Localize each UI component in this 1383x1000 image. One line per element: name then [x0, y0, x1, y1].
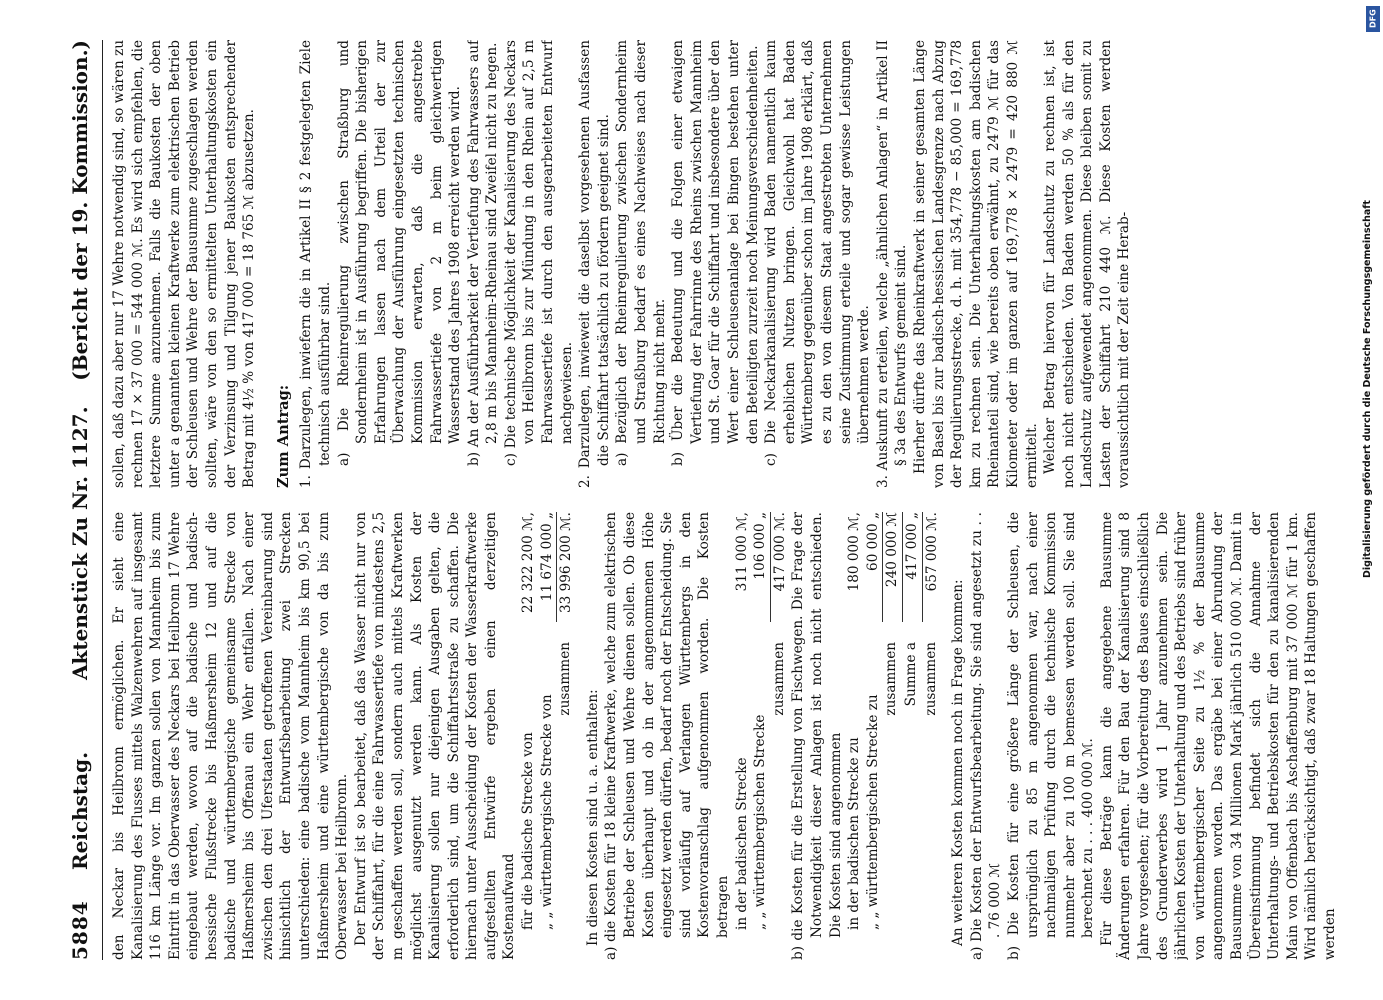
list-item: b) die Kosten für die Erstellung von Fischwegen. Die Frage der Notwendigkeit dieser Anlagen ist noch nicht entschieden. Die Kosten sind angenommen	[790, 512, 844, 960]
dfg-logo: DFG	[1366, 6, 1380, 32]
left-column	[110, 512, 1350, 960]
paragraph: In diesen Kosten sind u. a. enthalten:	[584, 689, 601, 946]
sum-label: zusammen	[770, 642, 787, 716]
amount-value: 60 000 „	[864, 512, 881, 571]
sum-value: 417 000 ℳ.	[770, 512, 790, 622]
list-item: 1. Darzulegen, inwiefern die in Artikel II § 2 festgelegten Ziele technisch ausführbar sind.	[298, 40, 333, 488]
sum-row	[922, 512, 942, 960]
paragraph: Der Entwurf ist so bearbeitet, daß das Wasser nicht nur von der Schiffahrt, für die eine Fahrwassertiefe von mindestens 2,5 m geschaffen werden soll, sondern auch mittels Kraftwerken möglichst ausgenutzt werden kann. Als Kosten der Kanalisierung sollen nur diejenigen Ausgaben gelten, die erforderlich sind, um die Schiffahrtsstraße zu schaffen. Die hiernach unter Ausscheidung der Kosten der Wasserkraftwerke aufgestellten Entwürfe ergeben einen derzeitigen Kostenaufwand	[352, 512, 518, 960]
paragraph: den Neckar bis Heilbronn ermöglichen. Er sieht eine Kanalisierung des Flusses mittels Walzenwehren auf insgesamt 116 km Länge vor. Im ganzen sollen von Mannheim bis zum Eintritt in das Oberwasser des Neckars bei Heilbronn 17 Wehre eingebaut werden, wovon auf die badische und badisch-hessische Flußstrecke bis Haßmersheim 12 und auf die badische und württembergische gemeinsame Strecke von Haßmersheim bis Offenau ein Wehr entfallen. Nach einer zwischen den drei Uferstaaten getroffenen Vereinbarung sind hinsichtlich der Entwurfsbearbeitung zwei Strecken unterschieden: eine badische vom Mannheim bis km 90,5 bei Haßmersheim und eine württembergische von da bis zum Oberwasser bei Heilbronn.	[111, 512, 351, 960]
sum-row	[770, 512, 790, 960]
list-subitem: b) Über die Bedeutung und die Folgen einer etwaigen Vertiefung der Fahrrinne des Rheins zwischen Mannheim und St. Goar für die Schiffahrt und insbesondere über den Wert einer Schleusenanlage bei Bingen bestehen unter den Beteiligten zurzeit noch Meinungsverschiedenheiten.	[670, 40, 761, 466]
amount-row	[751, 512, 770, 960]
list-subitem: b) An der Ausführbarkeit der Vertiefung des Fahrwassers auf 2,8 m bis Mannheim-Rheinau sind Zweifel nicht zu hegen.	[465, 40, 501, 466]
amount-row	[733, 512, 752, 960]
list-subitem: c) Die Neckarkanalisierung wird Baden namentlich kaum erheblichen Nutzen bringen. Gleichwohl hat Baden Württemberg gegenüber schon im Jahre 1908 erklärt, daß es zu den von diesem Staat angestrebten Unternehmen seine Zustimmung erteile und sogar gewisse Leistungen übernehmen werde.	[763, 40, 873, 466]
amount-label: „ „ württembergischen Strecke zu	[864, 694, 881, 930]
section-heading: Zum Antrag:	[274, 384, 292, 488]
sum-label: Summe a	[902, 642, 919, 707]
amount-label: „ „ württembergischen Strecke	[752, 714, 769, 930]
list-item: 3. Auskunft zu erteilen, welche „ähnlichen Anlagen“ in Artikel II § 3a des Entwurfs gemeint sind.	[874, 40, 910, 488]
amount-row	[864, 512, 883, 960]
amount-value: 22 322 200 ℳ,	[520, 512, 537, 614]
paragraph: Für diese Beträge kann die angegebene Bausumme Änderungen erfahren. Für den Bau der Kanalisierung sind 8 Jahre vorgesehen; für die Vorbereitung des Baues einschließlich des Grunderwerbes wird 1 Jahr anzunehmen sein. Die jährlichen Kosten der Unterhaltung und des Betriebs sind früher von württembergischer Seite zu 1½ % der Bausumme angenommen worden. Das ergäbe bei einer Abrundung der Bausumme von 34 Millionen Mark jährlich 510 000 ℳ. Damit in Übereinstimmung befindet sich die Annahme der Unterhaltungs- und Betriebskosten für den zu kanalisierenden Main von Offenbach bis Aschaffenburg mit 37 000 ℳ für 1 km. Wird nämlich berücksichtigt, daß zwar 18 Haltungen geschaffen werden	[1098, 512, 1338, 960]
list-item: a) die Kosten für 18 kleine Kraftwerke, welche zum elektrischen Betriebe der Schleusen und Wehre dienen sollen. Ob diese Kosten überhaupt und ob in der angenommenen Höhe eingesetzt werden dürfen, bedarf noch der Entscheidung. Sie sind vorläufig auf Verlangen Württembergs in den Kostenvoranschlag aufgenommen worden. Die Kosten betragen	[603, 512, 731, 960]
amount-value: 180 000 ℳ,	[846, 512, 863, 592]
amount-value: 311 000 ℳ,	[733, 512, 750, 592]
sum-label: zusammen	[883, 642, 900, 716]
sum-value: 417 000 „	[902, 512, 922, 622]
sum-label: zusammen	[922, 642, 939, 716]
credit-text: Digitalisierung gefördert durch die Deutsche Forschungsgemeinschaft	[1362, 200, 1373, 578]
amount-row	[845, 512, 864, 960]
running-header	[62, 40, 103, 960]
header-center: Aktenstück Zu Nr. 1127.	[68, 406, 92, 680]
list-subitem: c) Die technische Möglichkeit der Kanalisierung des Neckars von Heilbronn bis zur Mündung in den Rhein auf 2,5 m Fahrwassertiefe ist durch den ausgearbeiteten Entwurf nachgewiesen.	[502, 40, 575, 466]
list-subitem: a) Bezüglich der Rheinregulierung zwischen Sondernheim und Straßburg bedarf es eines Nachweises nach dieser Richtung nicht mehr.	[614, 40, 668, 466]
paragraph: Hierher dürfte das Rheinkraftwerk in seiner gesamten Länge von Basel bis zur badisch-hessischen Landesgrenze nach Abzug der Regulierungsstrecke, d. h. mit 354,778 − 85,000 = 169,778 km zu rechnen sein. Die Unterhaltungskosten am badischen Rheinanteil sind, wie bereits oben erwähnt, zu 2479 ℳ für das Kilometer oder im ganzen auf 169,778 × 2479 = 420 880 ℳ ermittelt.	[911, 40, 1040, 488]
sum-row	[902, 512, 922, 960]
sum-row	[882, 512, 902, 960]
amount-row	[519, 512, 538, 960]
sum-value: 33 996 200 ℳ.	[556, 512, 576, 622]
list-item: b) Die Kosten für eine größere Länge der Schleusen, die ursprünglich zu 85 m angenommen war, nach einer nachmaligen Prüfung durch die technische Kommission nunmehr aber zu 100 m bemessen werden soll. Sie sind berechnet zu . . . 400 000 ℳ.	[1005, 512, 1097, 960]
page-number: 5884	[68, 900, 92, 960]
amount-label: in der badischen Strecke zu	[846, 737, 863, 930]
paragraph: sollen, daß dazu aber nur 17 Wehre notwendig sind, so wären zu rechnen 17 × 37 000 = 544 000 ℳ. Es wird sich empfehlen, die letztere Summe anzunehmen. Falls die Baukosten der oben unter a genannten kleinen Kraftwerke zum elektrischen Betrieb der Schleusen und Wehre der Bausumme zugeschlagen werden sollten, wäre von den so ermittelten Unterhaltungskosten ein der Verzinsung und Tilgung jener Baukosten entsprechender Betrag mit 4½ % von 417 000 = 18 765 ℳ abzusetzen.	[111, 40, 258, 488]
list-item: 2. Darzulegen, inwieweit die daselbst vorgesehenen Ausfassen die Schiffahrt tatsächlich zu fördern geeignet sind.	[577, 40, 612, 488]
amount-value: 106 000 „	[752, 512, 769, 580]
paragraph: Welcher Betrag hiervon für Landschutz zu rechnen ist, ist noch nicht entschieden. Von Baden werden 50 % als für den Landschutz aufgewendet angenommen. Diese bleiben somit zu Lasten der Schiffahrt 210 440 ℳ. Diese Kosten werden voraussichtlich mit der Zeit eine Herab-	[1042, 40, 1133, 488]
digitization-credit	[1362, 18, 1380, 578]
sum-value: 240 000 ℳ	[882, 512, 902, 622]
header-right: (Bericht der 19. Kommission.)	[68, 40, 92, 381]
amount-label: „ „ württembergische Strecke von	[538, 694, 555, 930]
sum-row	[556, 512, 576, 960]
list-subitem: a) Die Rheinregulierung zwischen Straßburg und Sondernheim ist in Ausführung begriffen. Die bisherigen Erfahrungen lassen nach dem Urteil der zur Überwachung der Ausführung eingesetzten technischen Kommission erwarten, daß die angestrebte Fahrwassertiefe von 2 m beim gleichwertigen Wasserstand des Jahres 1908 erreicht werden wird.	[335, 40, 464, 466]
right-column	[110, 40, 1350, 488]
sum-value: 657 000 ℳ.	[922, 512, 942, 622]
amount-row	[538, 512, 557, 960]
list-item: a) Die Kosten der Entwurfsbearbeitung. Sie sind angesetzt zu . . . 76 000 ℳ	[968, 512, 1004, 960]
amount-value: 11 674 000 „	[538, 512, 555, 602]
sum-label: zusammen	[557, 642, 574, 716]
amount-label: in der badischen Strecke	[733, 757, 750, 930]
header-left: Reichstag.	[68, 751, 92, 870]
paragraph: An weiteren Kosten kommen noch in Frage kommen:	[950, 579, 967, 946]
amount-label: für die badische Strecke von	[520, 732, 537, 930]
